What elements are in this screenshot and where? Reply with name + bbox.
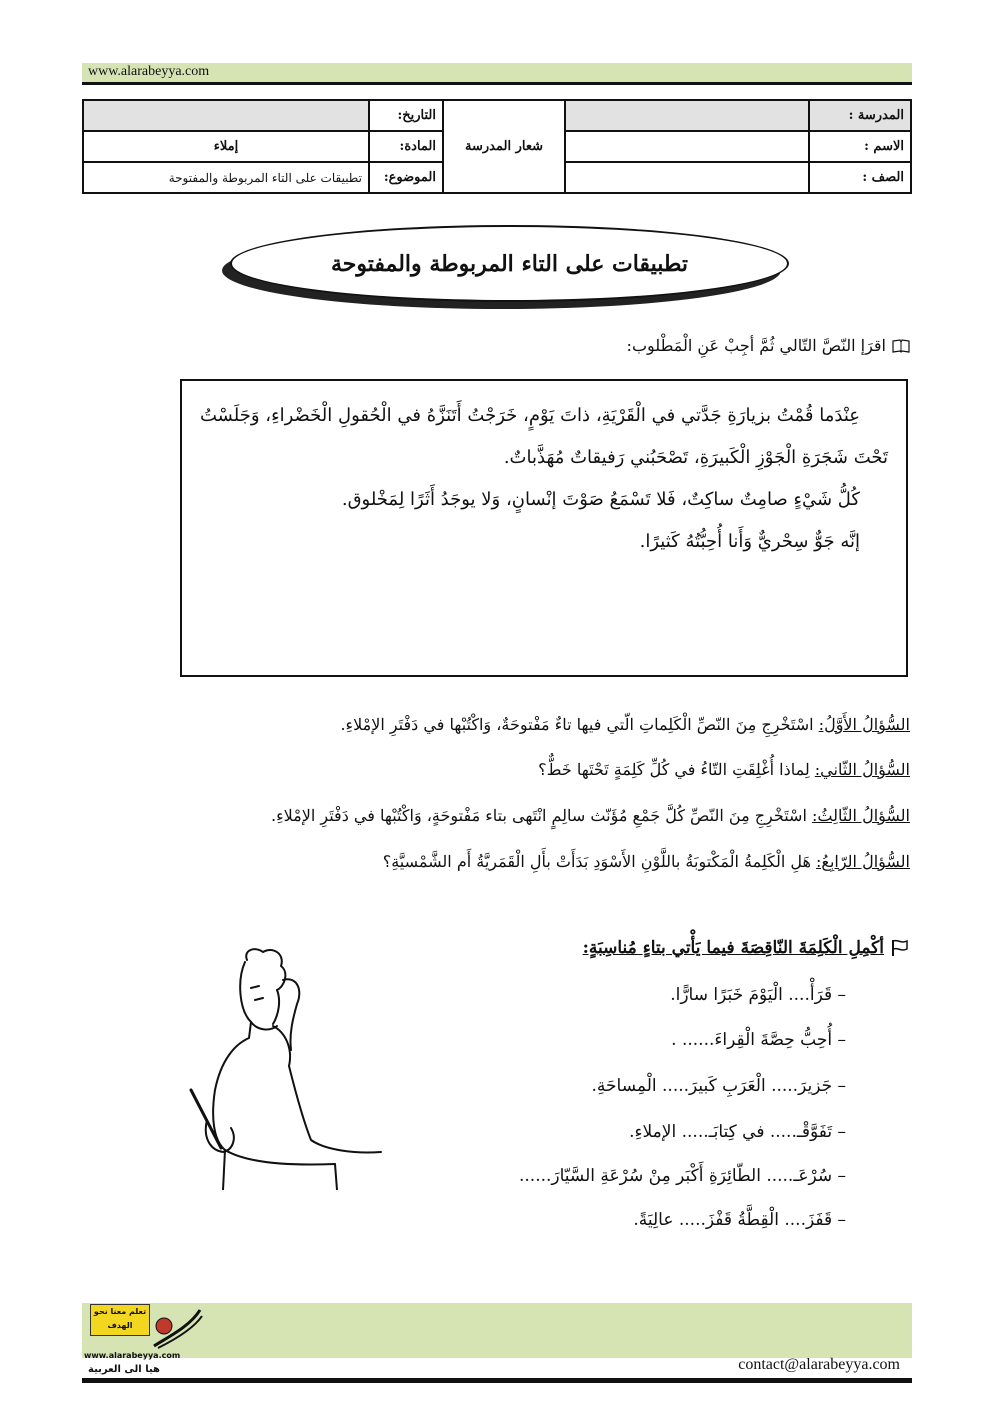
topic-label: الموضوع:	[369, 162, 443, 193]
question-text: اسْتَخْرِجِ مِنَ النّصِّ كُلَّ جَمْعِ مُؤَنّث سالِمٍ انْتَهى بتاء مَفْتوحَةٍ، وَاكْتُبْها في دَفْتَرِ الإمْلاءِ.	[271, 806, 812, 825]
exercise-item: – تَفَوَّقْـ..... في كِتابَـ..... الإملاءِ.	[629, 1122, 846, 1142]
top-bar	[82, 63, 912, 85]
reading-passage	[180, 379, 908, 677]
exercise-item: – قَفَزَ.... الْقِطَّةُ قَفْزَ..... عالِيَةً.	[633, 1210, 846, 1230]
name-field[interactable]	[565, 131, 809, 162]
thinking-student-illustration	[185, 940, 385, 1190]
question-1	[340, 715, 910, 734]
exercise-item: – سُرْعَـ..... الطّائِرَةِ أَكْبَر مِنْ سُرْعَةِ السَّيّارَ......	[518, 1166, 846, 1186]
title-banner	[230, 225, 789, 302]
question-4	[383, 852, 910, 871]
school-logo-placeholder: شعار المدرسة	[443, 100, 565, 193]
footer-divider	[82, 1378, 912, 1383]
footer-logo-box: تعلم معنا نحو الهدف	[90, 1304, 150, 1336]
exercise-item: – جَزيرَ..... الْعَرَبِ كَبيرَ..... الْمِساحَةِ.	[591, 1076, 846, 1096]
passage-paragraph-3: إنَّه جَوٌّ سِحْريٌّ وَأَنا أُحِبُّتُهُ كَثيرًا.	[639, 531, 860, 552]
name-label: الاسم :	[809, 131, 911, 162]
question-2	[538, 760, 910, 779]
subject-label: المادة:	[369, 131, 443, 162]
exercise-item: – قَرَأْ.... الْيَوْمَ خَبَرًا سارًّا.	[670, 985, 846, 1005]
header-table	[82, 99, 912, 194]
date-label: التاريخ:	[369, 100, 443, 131]
subject-value: إملاء	[83, 131, 369, 162]
question-label: السُّؤالُ الثّاني:	[814, 760, 910, 779]
website-url[interactable]: www.alarabeyya.com	[88, 64, 210, 79]
school-field[interactable]	[565, 100, 809, 131]
passage-paragraph-1: عِنْدَما قُمْتُ بزيارَةِ جَدَّتي في الْقَرْيَةِ، ذاتَ يَوْمٍ، خَرَجْتُ أَتَنَزَّهُ في الْحُقولِ الْخَضْراءِ، وَجَلَسْتُ تَحْتَ شَجَرَةِ الْجَوْزِ الْكَبيرَةِ، تَصْحَبُني رَفيقاتٌ مُهَذَّباتٌ.	[200, 405, 888, 468]
class-label: الصف :	[809, 162, 911, 193]
question-text: اسْتَخْرِجِ مِنَ النّصِّ الْكَلِماتِ الّتي فيها تاءٌ مَفْتوحَةٌ، وَاكْتُبْها في دَفْتَرِ الإمْلاءِ.	[340, 715, 819, 734]
question-text: هَلِ الْكَلِمةُ الْمَكْتوبَةُ باللَّوْنِ الأَسْوَدِ بَدَأَتْ بأَلِ الْقَمَريَّةُ أَم الشَّمْسيَّةِ؟	[382, 852, 817, 871]
question-3	[271, 806, 910, 825]
date-field[interactable]	[83, 100, 369, 131]
footer-logo-swirl-icon	[150, 1306, 204, 1350]
passage-paragraph-2: كُلُّ شَيْءٍ صامِتٌ ساكِتٌ، فَلا تَسْمَعُ صَوْتَ إنْسانٍ، وَلا يوجَدُ أَثَرًا لِمَخْلوق.	[341, 489, 860, 510]
school-label: المدرسة :	[809, 100, 911, 131]
footer-logo-slogan: هيا الى العربية	[88, 1364, 160, 1375]
footer-logo	[84, 1304, 204, 1378]
flag-icon	[890, 939, 910, 957]
question-text: لِماذا أُغْلِقَتِ التّاءُ في كُلِّ كَلِمَةٍ تَحْتَها خَطٌّ؟	[538, 760, 815, 779]
footer-bar	[82, 1303, 912, 1358]
class-field[interactable]	[565, 162, 809, 193]
topic-value: تطبيقات على التاء المربوطة والمفتوحة	[83, 162, 369, 193]
page-title: تطبيقات على التاء المربوطة والمفتوحة	[330, 250, 689, 277]
question-label: السُّؤالُ الثّالِثُ:	[811, 806, 910, 825]
question-label: السُّؤالُ الأَوَّلُ:	[818, 715, 910, 734]
exercise-item: – أُحِبُّ حِصَّةَ الْقِراءَ...... .	[671, 1030, 846, 1050]
reading-instruction	[627, 336, 910, 355]
exercise-title-text: أكْمِلِ الْكَلِمَةَ النّاقِصَةَ فيما يَأْتي بتاءٍ مُناسِبَةٍ:	[582, 938, 884, 958]
exercise-title	[583, 938, 910, 958]
question-label: السُّؤالُ الرّابِعُ:	[816, 852, 910, 871]
footer-logo-url[interactable]: www.alarabeyya.com	[84, 1351, 181, 1360]
contact-email[interactable]: contact@alarabeyya.com	[738, 1356, 900, 1373]
instruction-text: اقرَإ النّصَّ التّالي ثُمَّ أجِبْ عَنِ الْمَطْلوب:	[626, 336, 886, 355]
open-book-icon	[892, 339, 910, 353]
